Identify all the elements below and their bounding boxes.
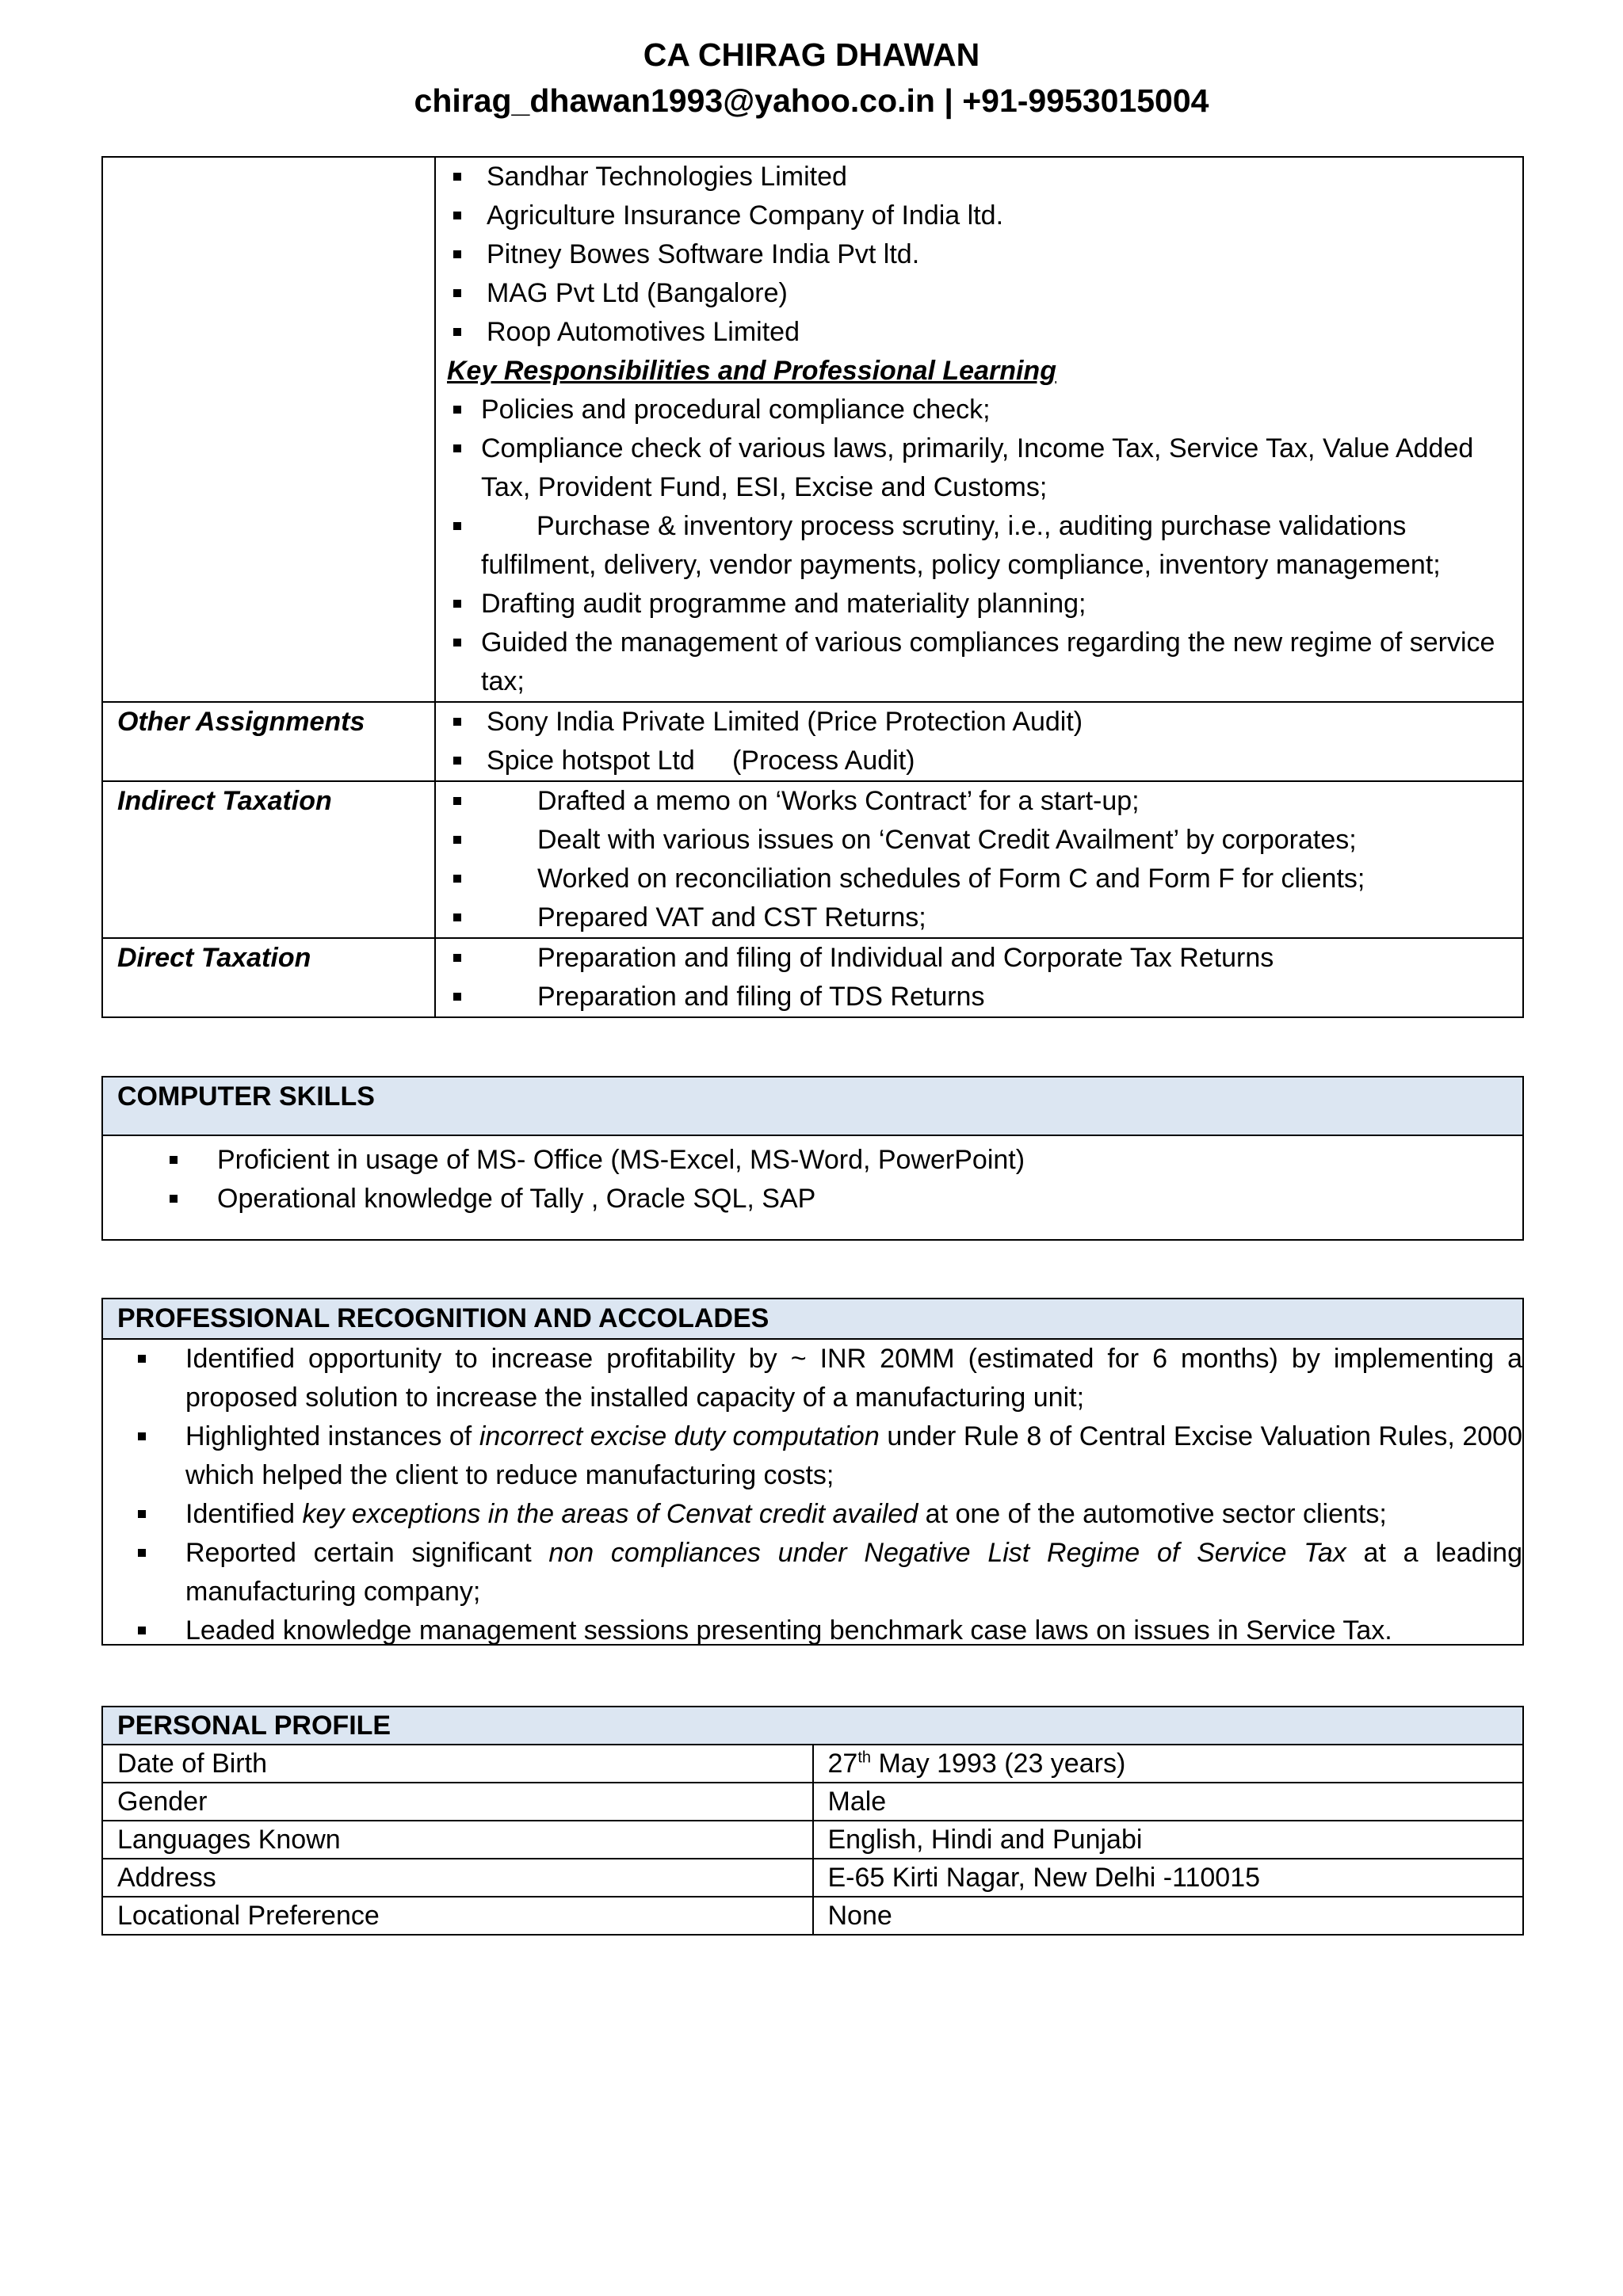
gender-value: Male xyxy=(813,1783,1524,1821)
contact-line: chirag_dhawan1993@yahoo.co.in | +91-9953015004 xyxy=(414,82,1209,119)
indirect-taxation-label: Indirect Taxation xyxy=(102,781,435,938)
table-row xyxy=(102,1745,1523,1783)
list-item: Preparation and filing of Individual and Corporate Tax Returns xyxy=(436,939,1507,978)
address-label: Address xyxy=(102,1859,813,1897)
experience-content xyxy=(435,157,1523,702)
address-value: E-65 Kirti Nagar, New Delhi -110015 xyxy=(813,1859,1524,1897)
list-item: Agriculture Insurance Company of India ltd. xyxy=(436,196,1507,235)
dob-label: Date of Birth xyxy=(102,1745,813,1783)
gender-label: Gender xyxy=(102,1783,813,1821)
empty-label-cell xyxy=(102,157,435,702)
table-row xyxy=(102,1707,1523,1745)
list-item: Sony India Private Limited (Price Protection Audit) xyxy=(436,703,1507,742)
candidate-name: CA CHIRAG DHAWAN xyxy=(643,36,980,73)
list-item: Compliance check of various laws, primarily, Income Tax, Service Tax, Value Added Tax, Provident Fund, ESI, Excise and Customs; xyxy=(436,429,1507,507)
list-item: MAG Pvt Ltd (Bangalore) xyxy=(436,274,1507,313)
list-item-line: Purchase & inventory process scrutiny, i.e., auditing purchase validations xyxy=(537,511,1407,541)
indirect-taxation-list xyxy=(436,782,1507,937)
direct-taxation-label: Direct Taxation xyxy=(102,938,435,1017)
direct-taxation-list xyxy=(436,939,1507,1016)
table-row xyxy=(102,1897,1523,1935)
list-item: Preparation and filing of TDS Returns xyxy=(436,978,1507,1016)
section-heading: PERSONAL PROFILE xyxy=(102,1707,1523,1745)
list-item: Proficient in usage of MS- Office (MS-Excel, MS-Word, PowerPoint) xyxy=(103,1141,1522,1180)
responsibility-list xyxy=(436,391,1507,701)
list-item: Leaded knowledge management sessions presenting benchmark case laws on issues in Service Tax. xyxy=(103,1611,1522,1650)
list-item-line: fulfilment, delivery, vendor payments, policy compliance, inventory management; xyxy=(481,550,1441,580)
section-heading: PROFESSIONAL RECOGNITION AND ACCOLADES xyxy=(103,1299,1522,1340)
list-item: Spice hotspot Ltd (Process Audit) xyxy=(436,742,1507,780)
location-preference-value: None xyxy=(813,1897,1524,1935)
list-item: Dealt with various issues on ‘Cenvat Credit Availment’ by corporates; xyxy=(436,821,1507,860)
languages-label: Languages Known xyxy=(102,1821,813,1859)
list-item: Identified opportunity to increase profitability by ~ INR 20MM (estimated for 6 months) by implementing a proposed solution to increase the installed capacity of a manufacturing unit; xyxy=(103,1340,1522,1417)
list-item: Prepared VAT and CST Returns; xyxy=(436,898,1507,937)
table-row xyxy=(102,157,1523,702)
table-row xyxy=(102,1821,1523,1859)
table-row xyxy=(102,1783,1523,1821)
list-item: Drafted a memo on ‘Works Contract’ for a start-up; xyxy=(436,782,1507,821)
list-item: Highlighted instances of incorrect excise duty computation under Rule 8 of Central Excise Valuation Rules, 2000 which helped the client to reduce manufacturing costs; xyxy=(103,1417,1522,1495)
table-row xyxy=(102,781,1523,938)
recognition-list xyxy=(103,1340,1522,1650)
resume-header xyxy=(0,32,1623,124)
list-item: Roop Automotives Limited xyxy=(436,313,1507,352)
list-item: Identified key exceptions in the areas of Cenvat credit availed at one of the automotive sector clients; xyxy=(103,1495,1522,1534)
list-item: Drafting audit programme and materiality planning; xyxy=(436,585,1507,624)
recognition-section xyxy=(101,1298,1524,1646)
personal-profile-table xyxy=(101,1706,1524,1936)
company-list xyxy=(436,158,1507,352)
location-preference-label: Locational Preference xyxy=(102,1897,813,1935)
list-item: Policies and procedural compliance check; xyxy=(436,391,1507,429)
list-item: Worked on reconciliation schedules of Form C and Form F for clients; xyxy=(436,860,1507,898)
other-assignments-label: Other Assignments xyxy=(102,702,435,781)
table-row xyxy=(102,1859,1523,1897)
computer-skills-list xyxy=(103,1141,1522,1219)
list-item: Operational knowledge of Tally , Oracle SQL, SAP xyxy=(103,1180,1522,1219)
key-responsibilities-heading: Key Responsibilities and Professional Learning xyxy=(447,356,1056,386)
list-item: Pitney Bowes Software India Pvt ltd. xyxy=(436,235,1507,274)
table-row xyxy=(102,938,1523,1017)
list-item: Reported certain significant non compliances under Negative List Regime of Service Tax at a leading manufacturing company; xyxy=(103,1534,1522,1611)
table-row xyxy=(102,702,1523,781)
list-item: Guided the management of various compliances regarding the new regime of service tax; xyxy=(436,624,1507,701)
experience-table xyxy=(101,156,1524,1018)
computer-skills-section xyxy=(101,1076,1524,1241)
section-heading: COMPUTER SKILLS xyxy=(103,1077,1522,1136)
list-item: Sandhar Technologies Limited xyxy=(436,158,1507,196)
languages-value: English, Hindi and Punjabi xyxy=(813,1821,1524,1859)
dob-value: 27th May 1993 (23 years) xyxy=(813,1745,1524,1783)
list-item xyxy=(436,507,1507,585)
other-assignments-list xyxy=(436,703,1507,780)
